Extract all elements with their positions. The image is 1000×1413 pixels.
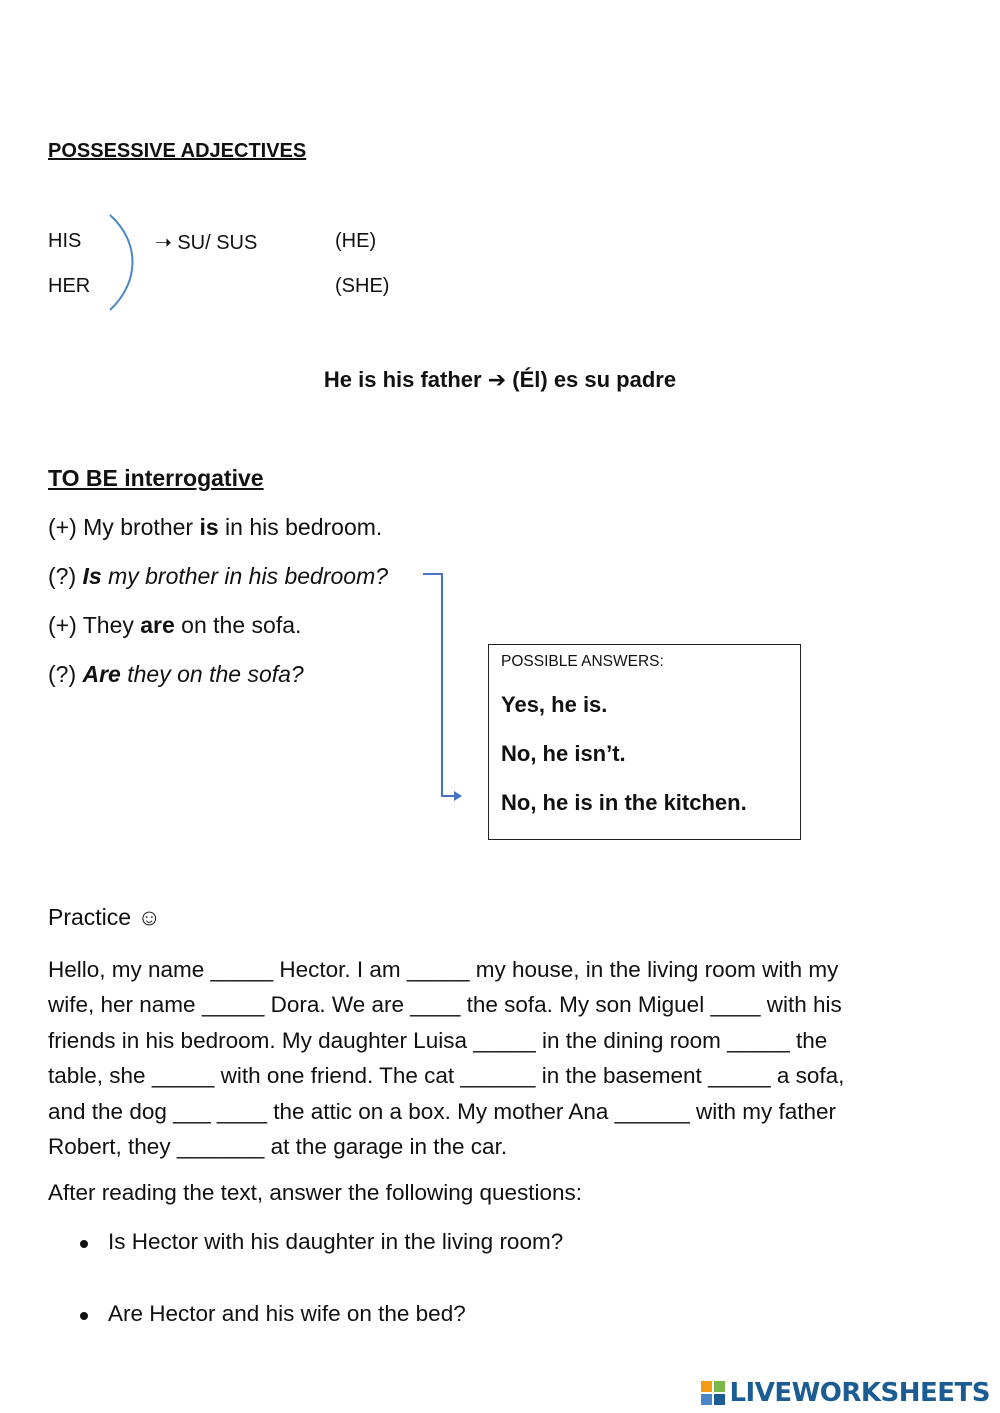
practice-line: wife, her name _____ Dora. We are ____ the sofa. My son Miguel ____ with his [48,992,842,1018]
instruction-text: After reading the text, answer the following questions: [48,1180,583,1205]
question-1: Is Hector with his daughter in the living room? [108,1229,564,1254]
answer-yes: Yes, he is. [501,692,608,717]
she-label: (SHE) [335,275,390,297]
question-2: Are Hector and his wife on the bed? [108,1301,466,1326]
practice-line: friends in his bedroom. My daughter Luisa _____ in the dining room _____ the [48,1027,828,1053]
bullet-icon [80,1312,88,1320]
practice-line: table, she _____ with one friend. The cat ______ in the basement _____ a sofa, [48,1063,845,1089]
bracket-icon [100,212,140,314]
answer-kitchen: No, he is in the kitchen. [501,790,747,815]
bullet-icon [80,1240,88,1248]
translation-label: ➝ SU/ SUS [155,232,258,254]
to-be-line-2: (?) Is my brother in his bedroom? [48,563,389,589]
practice-line: and the dog ___ ____ the attic on a box. My mother Ana ______ with my father [48,1098,837,1124]
to-be-line-4: (?) Are they on the sofa? [48,661,304,687]
logo-icon [700,1380,726,1406]
to-be-line-1: (+) My brother is in his bedroom. [48,514,383,540]
practice-line: Hello, my name _____ Hector. I am _____ my house, in the living room with my [48,957,839,982]
practice-title: Practice ☺ [48,904,161,930]
practice-line: Robert, they _______ at the garage in the car. [48,1134,508,1160]
to-be-line-3: (+) They are on the sofa. [48,612,302,638]
liveworksheets-logo[interactable] [700,1378,990,1408]
connector-arrow-icon [415,565,475,810]
he-label: (HE) [335,230,377,252]
possible-answers-label: POSSIBLE ANSWERS: [501,653,664,670]
practice-paragraph [48,952,920,1164]
answer-no: No, he isn’t. [501,741,626,766]
her-label: HER [48,275,91,297]
page-title: POSSESSIVE ADJECTIVES [48,140,307,162]
to-be-heading: TO BE interrogative [48,465,264,491]
his-label: HIS [48,230,82,252]
example-sentence: He is his father ➔ (Él) es su padre [323,367,677,392]
possible-answers-box [488,644,801,840]
logo-text: LIVEWORKSHEETS [729,1378,990,1408]
